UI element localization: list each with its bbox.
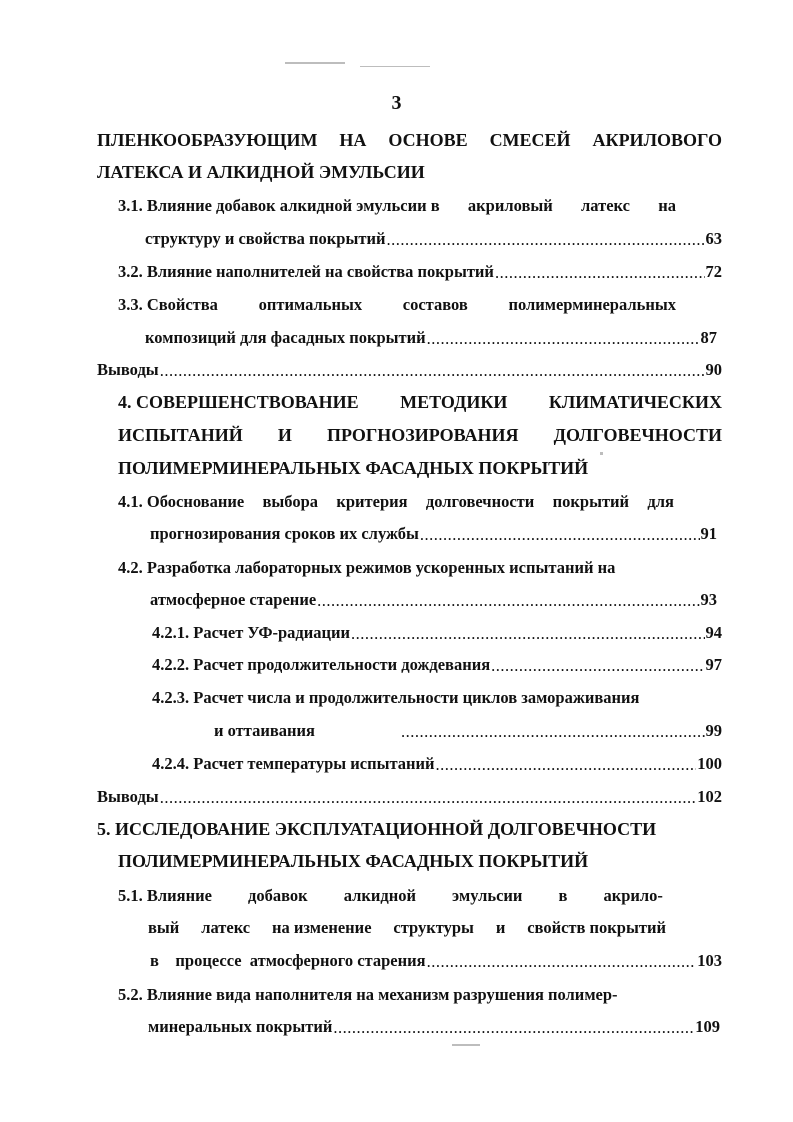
entry-text: алкидной: [343, 886, 416, 905]
entry-text: свойств покрытий: [527, 918, 666, 937]
entry-page: 102: [697, 787, 722, 806]
dot-leader: [495, 263, 705, 282]
entry-title: 4.2.4. Расчет температуры испытаний: [152, 754, 435, 773]
entry-text: добавок: [247, 886, 308, 905]
entry-title: в процессе атмосферного старения: [150, 951, 426, 970]
entry-title: Выводы: [97, 787, 159, 806]
entry-title: композиций для фасадных покрытий: [145, 328, 426, 347]
entry-text: акриловый: [467, 196, 553, 215]
entry-text: 3.1. Влияние добавок алкидной эмульсии в: [118, 196, 440, 215]
entry-text: и: [495, 918, 506, 937]
chapter-5-title-line-2: ПОЛИМЕРМИНЕРАЛЬНЫХ ФАСАДНЫХ ПОКРЫТИЙ: [118, 851, 589, 871]
chapter-4-title-line-1: [118, 392, 722, 413]
dot-leader: [351, 624, 704, 643]
entry-page: 94: [705, 623, 722, 642]
entry-page: 90: [705, 360, 722, 379]
entry-text: выбора: [262, 492, 319, 511]
scan-speck: [452, 1044, 480, 1046]
chapter-4-title-line-3: ПОЛИМЕРМИНЕРАЛЬНЫХ ФАСАДНЫХ ПОКРЫТИЙ: [118, 458, 589, 478]
entry-title: 4.2.1. Расчет УФ-радиации: [152, 623, 351, 642]
toc-entry-4-2-2[interactable]: [152, 655, 722, 675]
dot-leader: [427, 952, 697, 971]
dot-leader: [160, 361, 705, 380]
scan-speck: [360, 66, 430, 67]
dot-leader: [386, 230, 704, 249]
entry-text: покрытий: [552, 492, 630, 511]
chapter-3-title-line-2: ЛАТЕКСА И АЛКИДНОЙ ЭМУЛЬСИИ: [97, 162, 425, 182]
entry-title: и оттаивания: [214, 721, 315, 740]
entry-title: 4.2.2. Расчет продолжительности дождевания: [152, 655, 491, 674]
dot-leader: [491, 656, 704, 675]
dot-leader: [333, 1018, 694, 1037]
entry-text: критерия: [336, 492, 408, 511]
entry-text: долговечности: [425, 492, 535, 511]
toc-entry-3-2[interactable]: [118, 262, 722, 282]
toc-entry-5-2-line-1: 5.2. Влияние вида наполнителя на механизм разрушения полимер-: [118, 985, 618, 1004]
title-word: КЛИМАТИЧЕСКИХ: [548, 392, 722, 412]
toc-entry-4-2-3[interactable]: [214, 721, 722, 741]
dot-leader: [317, 591, 699, 610]
entry-text: эмульсии: [452, 886, 523, 905]
dot-leader: [420, 525, 700, 544]
toc-entry-5-1[interactable]: [150, 951, 722, 971]
title-word: ДОЛГОВЕЧНОСТИ: [553, 425, 722, 445]
chapter-4-title-line-2: [118, 425, 722, 446]
entry-text: для: [647, 492, 674, 511]
title-word: СМЕСЕЙ: [489, 130, 571, 150]
entry-text: на изменение: [272, 918, 372, 937]
entry-page: 91: [700, 524, 717, 543]
title-word: МЕТОДИКИ: [400, 392, 508, 412]
entry-page: 97: [705, 655, 722, 674]
entry-text: полимерминеральных: [508, 295, 676, 314]
toc-entry-5-1-line-1: [118, 886, 663, 906]
toc-entry-4-1[interactable]: [150, 524, 717, 544]
entry-text: вый: [148, 918, 180, 937]
toc-entry-5-2[interactable]: [148, 1017, 720, 1037]
toc-entry-4-1-line-1: [118, 492, 674, 512]
toc-entry-3-3[interactable]: [145, 328, 717, 348]
dot-leader: [401, 722, 705, 741]
entry-text: 5.1. Влияние: [118, 886, 212, 905]
entry-page: 103: [697, 951, 722, 970]
entry-title: атмосферное старение: [150, 590, 317, 609]
entry-text: 3.3. Свойства: [118, 295, 218, 314]
entry-title: минеральных покрытий: [148, 1017, 333, 1036]
entry-page: 63: [705, 229, 722, 248]
toc-entry-4-2-4[interactable]: [152, 754, 722, 774]
entry-text: латекс: [581, 196, 630, 215]
entry-text: структуры: [393, 918, 474, 937]
title-word: И: [277, 425, 292, 445]
entry-page: 87: [700, 328, 717, 347]
entry-title: прогнозирования сроков их службы: [150, 524, 419, 543]
entry-title: структуру и свойства покрытий: [145, 229, 386, 248]
title-word: ПРОГНОЗИРОВАНИЯ: [326, 425, 519, 445]
chapter-5-title-line-1: 5. ИССЛЕДОВАНИЕ ЭКСПЛУАТАЦИОННОЙ ДОЛГОВЕЧНОСТИ: [97, 819, 657, 839]
entry-text: 4.1. Обоснование: [118, 492, 245, 511]
title-word: НА: [339, 130, 367, 150]
dot-leader: [436, 755, 697, 774]
title-word: АКРИЛОВОГО: [592, 130, 722, 150]
entry-page: 93: [700, 590, 717, 609]
dot-leader: [427, 329, 700, 348]
toc-entry-5-1-line-2: [148, 918, 666, 938]
dot-leader: [160, 788, 697, 807]
toc-entry-4-2-line-1: 4.2. Разработка лабораторных режимов ускоренных испытаний на: [118, 558, 616, 577]
entry-text: акрило-: [603, 886, 663, 905]
entry-page: 100: [697, 754, 722, 773]
entry-text: в: [558, 886, 568, 905]
title-word: ОСНОВЕ: [388, 130, 468, 150]
title-word: ИСПЫТАНИЙ: [118, 425, 243, 445]
toc-entry-conclusions-2[interactable]: [97, 787, 722, 807]
toc-entry-4-2-3-line-1: 4.2.3. Расчет числа и продолжительности циклов замораживания: [152, 688, 640, 707]
toc-entry-4-2-1[interactable]: [152, 623, 722, 643]
page-number: 3: [391, 92, 402, 114]
toc-entry-3-1-line-1: [118, 196, 676, 216]
entry-title: Выводы: [97, 360, 159, 379]
entry-text: на: [658, 196, 676, 215]
entry-text: составов: [402, 295, 468, 314]
scan-speck: [600, 452, 603, 455]
toc-entry-conclusions-1[interactable]: [97, 360, 722, 380]
title-word: 4. СОВЕРШЕНСТВОВАНИЕ: [118, 392, 359, 412]
entry-page: 109: [695, 1017, 720, 1036]
entry-page: 72: [705, 262, 722, 281]
title-word: ПЛЕНКООБРАЗУЮЩИМ: [97, 130, 318, 150]
entry-text: оптимальных: [258, 295, 363, 314]
entry-page: 99: [705, 721, 722, 740]
scan-speck: [285, 62, 345, 64]
toc-entry-3-1[interactable]: [145, 229, 722, 249]
entry-text: латекс: [201, 918, 251, 937]
toc-entry-3-3-line-1: [118, 295, 676, 315]
chapter-3-title-line-1: [97, 130, 722, 151]
toc-entry-4-2[interactable]: [150, 590, 717, 610]
entry-title: 3.2. Влияние наполнителей на свойства покрытий: [118, 262, 494, 281]
